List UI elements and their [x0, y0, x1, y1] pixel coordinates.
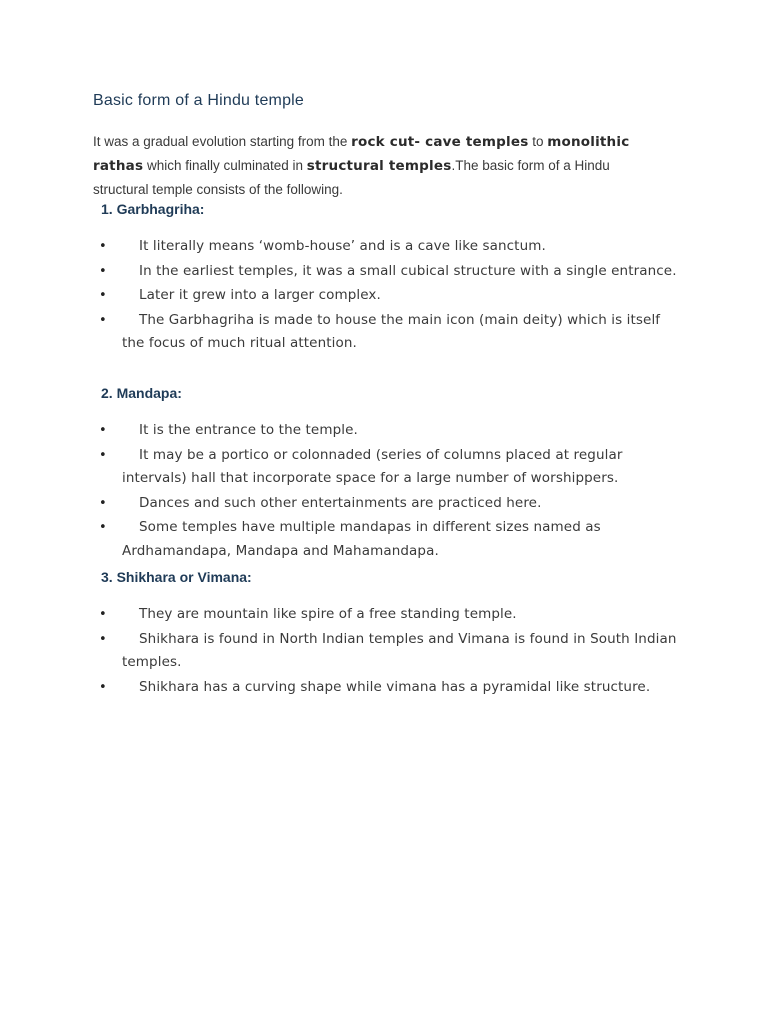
bullet-icon: •: [99, 631, 107, 647]
shikhara-list: [0, 603, 768, 700]
bullet-icon: •: [99, 288, 107, 303]
list-item: • It literally means ‘womb-house’ and is a cave like sanctum.: [0, 235, 682, 259]
list-item: • It may be a portico or colonnaded (series of columns placed at regular intervals) hall that incorporate space for a large number of worshippers.: [0, 444, 682, 491]
page-title: Basic form of a Hindu temple: [93, 92, 305, 109]
bullet-icon: •: [99, 679, 107, 695]
intro-paragraph: [93, 130, 633, 201]
bullet-icon: •: [99, 607, 107, 622]
intro-bold-1: rock cut- cave temples: [351, 134, 529, 150]
bullet-icon: •: [99, 447, 107, 463]
bullet-icon: •: [99, 495, 107, 511]
intro-text-3: which finally culminated in: [143, 158, 307, 173]
bullet-icon: •: [99, 520, 107, 535]
bullet-icon: •: [99, 239, 107, 254]
list-item: • The Garbhagriha is made to house the main icon (main deity) which is itself the focus of much ritual attention.: [0, 309, 682, 356]
list-item: • It is the entrance to the temple.: [0, 419, 682, 443]
garbhagriha-list: [0, 235, 768, 357]
list-item: • In the earliest temples, it was a small cubical structure with a single entrance.: [0, 260, 682, 284]
section-heading-mandapa: 2. Mandapa:: [101, 385, 182, 401]
list-item: • Some temples have multiple mandapas in different sizes named as Ardhamandapa, Mandapa and Mahamandapa.: [0, 516, 682, 563]
section-heading-shikhara: 3. Shikhara or Vimana:: [101, 569, 252, 585]
mandapa-list: [0, 419, 768, 564]
section-heading-garbhagriha: 1. Garbhagriha:: [101, 201, 205, 217]
list-item: • They are mountain like spire of a free standing temple.: [0, 603, 682, 627]
intro-text-4: .The basic form of a Hindu structural temple consists of the following.: [93, 158, 610, 197]
list-item: • Dances and such other entertainments are practiced here.: [0, 492, 682, 516]
list-item: • Later it grew into a larger complex.: [0, 284, 682, 308]
intro-text-1: It was a gradual evolution starting from the: [93, 134, 352, 149]
intro-text-2: to: [528, 134, 548, 149]
list-item: • Shikhara is found in North Indian temples and Vimana is found in South Indian temples.: [0, 628, 682, 675]
bullet-icon: •: [99, 312, 107, 328]
intro-bold-2: monolithic rathas: [93, 134, 630, 174]
list-item: • Shikhara has a curving shape while vimana has a pyramidal like structure.: [0, 676, 682, 700]
bullet-icon: •: [99, 423, 107, 438]
intro-bold-3: structural temples: [306, 158, 452, 174]
bullet-icon: •: [99, 263, 107, 279]
